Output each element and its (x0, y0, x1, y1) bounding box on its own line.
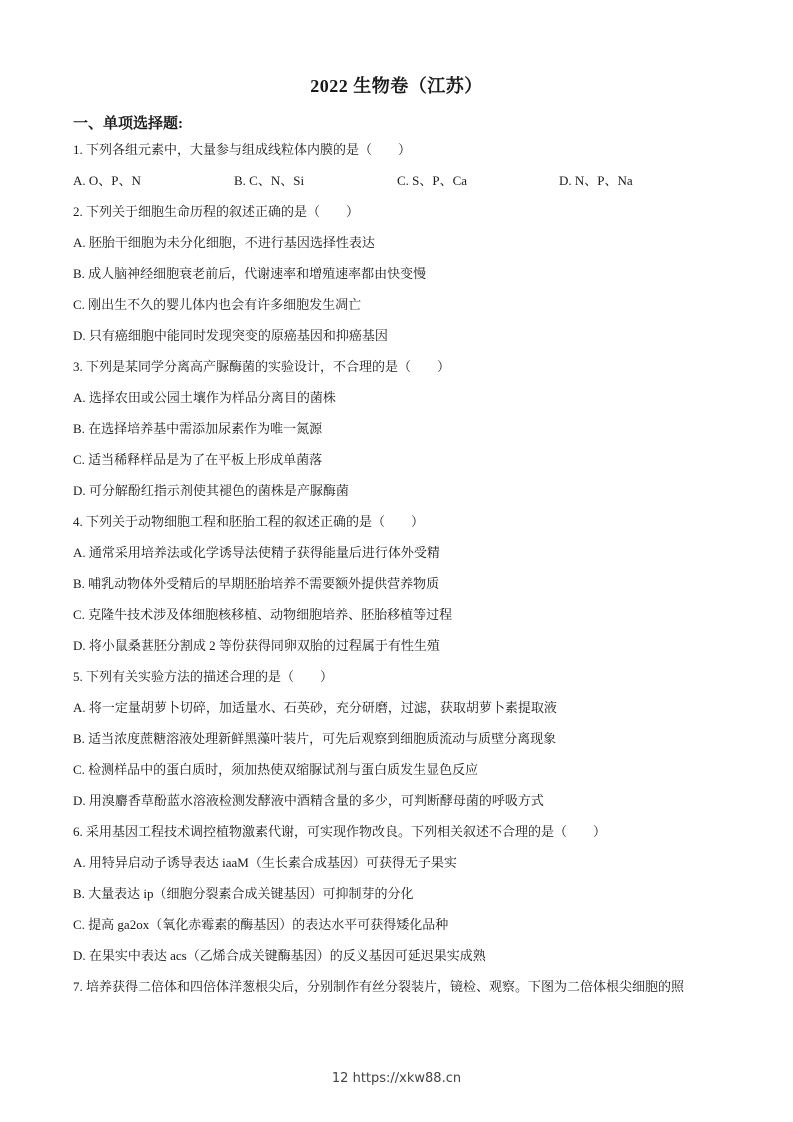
question-1-option-c: C. S、P、Ca (397, 173, 468, 188)
question-5-option-b: B. 适当浓度蔗糖溶液处理新鲜黑藻叶装片，可先后观察到细胞质流动与质壁分离现象 (73, 731, 557, 746)
question-4-stem: 4. 下列关于动物细胞工程和胚胎工程的叙述正确的是（ ） (73, 514, 425, 529)
question-6-option-c: C. 提高 ga2ox（氧化赤霉素的酶基因）的表达水平可获得矮化品种 (73, 917, 449, 932)
question-2-option-c: C. 刚出生不久的婴儿体内也会有许多细胞发生凋亡 (73, 297, 362, 312)
question-5-option-c: C. 检测样品中的蛋白质时，须加热使双缩脲试剂与蛋白质发生显色反应 (73, 762, 479, 777)
question-2-stem: 2. 下列关于细胞生命历程的叙述正确的是（ ） (73, 204, 360, 219)
question-3-stem: 3. 下列是某同学分离高产脲酶菌的实验设计，不合理的是（ ） (73, 359, 451, 374)
question-2-option-a: A. 胚胎干细胞为未分化细胞，不进行基因选择性表达 (73, 235, 375, 250)
question-5-stem: 5. 下列有关实验方法的描述合理的是（ ） (73, 669, 334, 684)
question-1-stem: 1. 下列各组元素中，大量参与组成线粒体内膜的是（ ） (73, 142, 412, 157)
question-3-option-b: B. 在选择培养基中需添加尿素作为唯一氮源 (73, 421, 323, 436)
question-5-option-a: A. 将一定量胡萝卜切碎，加适量水、石英砂，充分研磨，过滤，获取胡萝卜素提取液 (73, 700, 557, 715)
question-6-option-d: D. 在果实中表达 acs（乙烯合成关键酶基因）的反义基因可延迟果实成熟 (73, 948, 486, 963)
question-2-option-d: D. 只有癌细胞中能同时发现突变的原癌基因和抑癌基因 (73, 328, 388, 343)
page-footer: 12 https://xkw88.cn (331, 1071, 462, 1086)
question-2-option-b: B. 成人脑神经细胞衰老前后，代谢速率和增殖速率都由快变慢 (73, 266, 427, 281)
question-3-option-c: C. 适当稀释样品是为了在平板上形成单菌落 (73, 452, 323, 467)
question-6-option-b: B. 大量表达 ip（细胞分裂素合成关键基因）可抑制芽的分化 (73, 886, 414, 901)
question-5-option-d: D. 用溴麝香草酚蓝水溶液检测发酵液中酒精含量的多少，可判断酵母菌的呼吸方式 (73, 793, 544, 808)
question-7-stem: 7. 培养获得二倍体和四倍体洋葱根尖后，分别制作有丝分裂装片，镜检、观察。下图为二倍体根尖细胞的照 (73, 979, 685, 994)
question-3-option-d: D. 可分解酚红指示剂使其褪色的菌株是产脲酶菌 (73, 483, 349, 498)
question-1-option-d: D. N、P、Na (559, 173, 633, 188)
page-title: 2022 生物卷（江苏） (310, 76, 483, 96)
question-6-option-a: A. 用特异启动子诱导表达 iaaM（生长素合成基因）可获得无子果实 (73, 855, 457, 870)
question-4-option-b: B. 哺乳动物体外受精后的早期胚胎培养不需要额外提供营养物质 (73, 576, 440, 591)
question-6-stem: 6. 采用基因工程技术调控植物激素代谢，可实现作物改良。下列相关叙述不合理的是（ ） (73, 824, 607, 839)
question-1-option-b: B. C、N、Si (234, 173, 305, 188)
question-1-option-a: A. O、P、N (73, 173, 141, 188)
question-4-option-c: C. 克隆牛技术涉及体细胞核移植、动物细胞培养、胚胎移植等过程 (73, 607, 453, 622)
question-3-option-a: A. 选择农田或公园土壤作为样品分离目的菌株 (73, 390, 336, 405)
section-heading: 一、单项选择题: (73, 116, 183, 132)
question-4-option-d: D. 将小鼠桑葚胚分割成 2 等份获得同卵双胎的过程属于有性生殖 (73, 638, 440, 653)
question-4-option-a: A. 通常采用培养法或化学诱导法使精子获得能量后进行体外受精 (73, 545, 440, 560)
